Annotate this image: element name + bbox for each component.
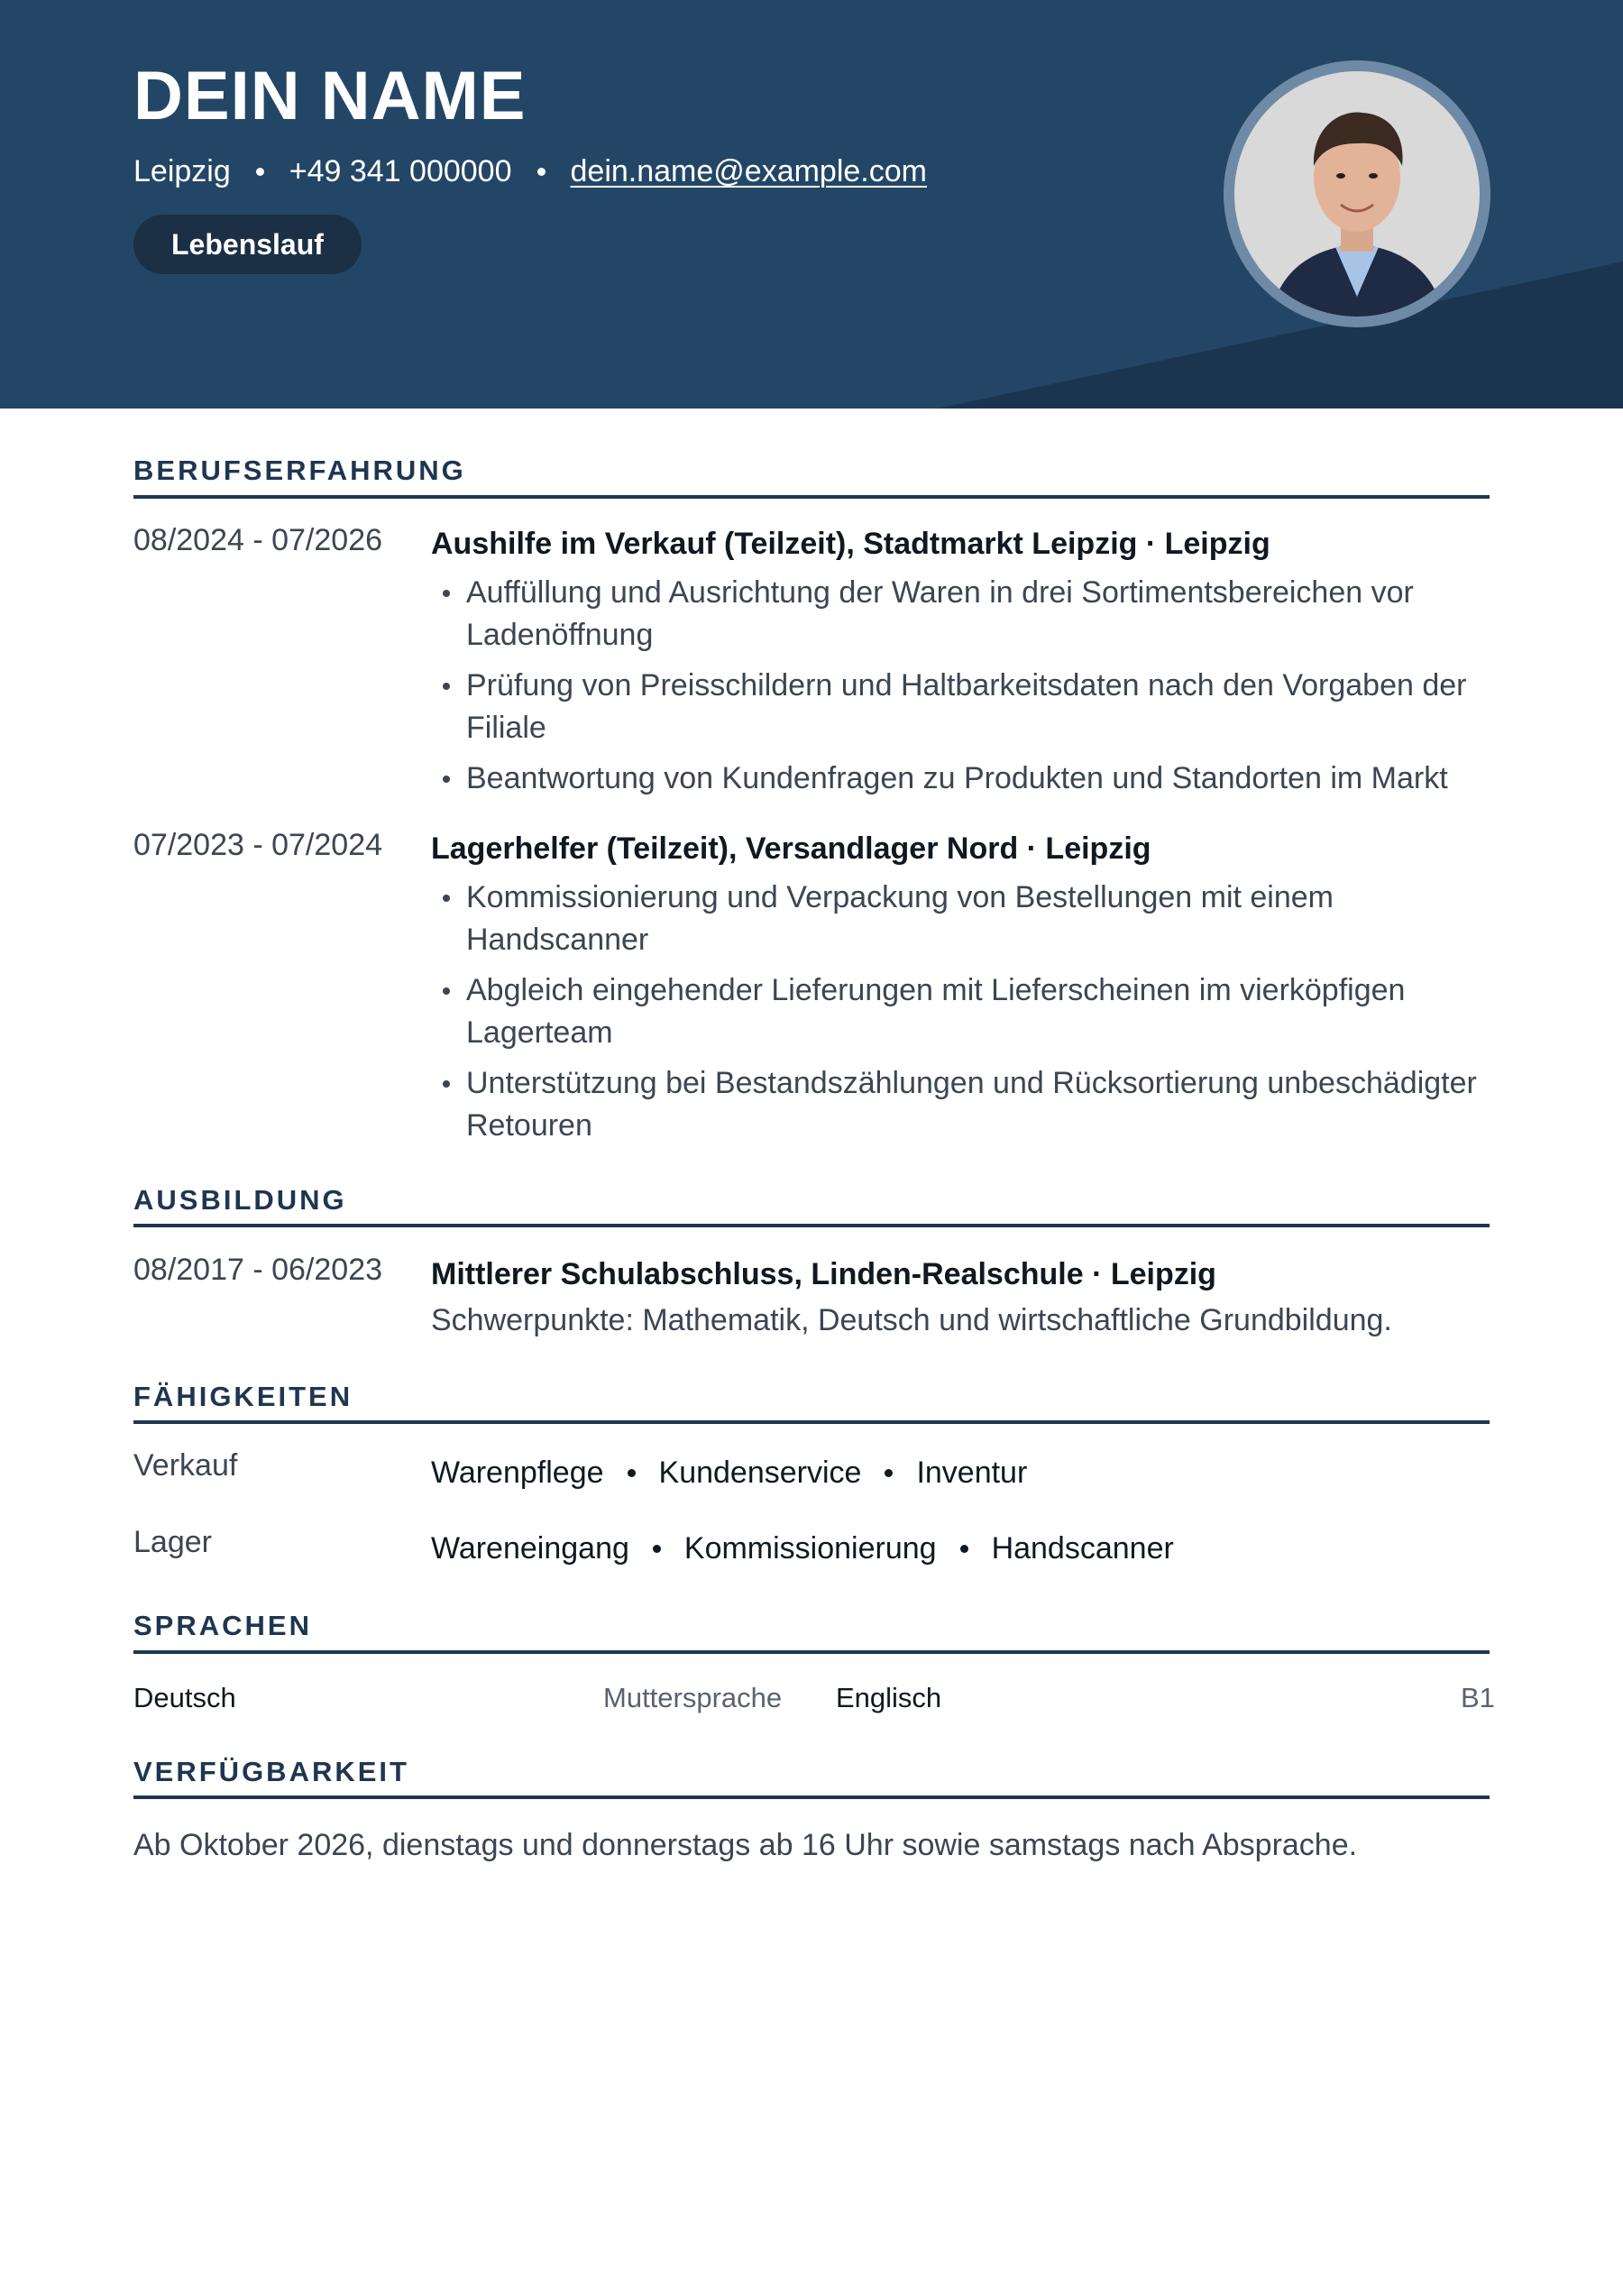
experience-bullet: Abgleich eingehender Lieferungen mit Lieferscheinen im vierköpfigen Lagerteam bbox=[466, 969, 1485, 1054]
experience-period: 07/2023 - 07/2024 bbox=[133, 828, 383, 862]
skill-category: Lager bbox=[133, 1525, 212, 1559]
section-title-experience: BERUFSERFAHRUNG bbox=[133, 455, 466, 486]
section-divider bbox=[133, 1224, 1490, 1227]
contact-separator bbox=[256, 168, 264, 176]
candidate-name: DEIN NAME bbox=[133, 58, 527, 134]
experience-title: Lagerhelfer (Teilzeit), Versandlager Nord · Leipzig bbox=[431, 831, 1151, 866]
experience-bullet: Prüfung von Preisschildern und Haltbarkeitsdaten nach den Vorgaben der Filiale bbox=[466, 665, 1485, 749]
experience-bullet: Kommissionierung und Verpackung von Bestellungen mit einem Handscanner bbox=[466, 877, 1485, 961]
skill-separator bbox=[885, 1469, 893, 1477]
skill-separator bbox=[653, 1545, 661, 1553]
language-level: B1 bbox=[1461, 1682, 1495, 1713]
section-title-availability: VERFÜGBARKEIT bbox=[133, 1756, 409, 1787]
education-description: Schwerpunkte: Mathematik, Deutsch und wirtschaftliche Grundbildung. bbox=[431, 1303, 1392, 1337]
skill-category: Verkauf bbox=[133, 1448, 238, 1483]
experience-period: 08/2024 - 07/2026 bbox=[133, 523, 383, 557]
section-title-skills: FÄHIGKEITEN bbox=[133, 1381, 353, 1412]
skill-separator bbox=[628, 1469, 636, 1477]
skill-list bbox=[431, 1529, 1174, 1568]
experience-bullet: Auffüllung und Ausrichtung der Waren in drei Sortimentsbereichen vor Ladenöffnung bbox=[466, 572, 1485, 657]
contact-separator bbox=[537, 168, 546, 176]
availability-text: Ab Oktober 2026, dienstags und donnerstags ab 16 Uhr sowie samstags nach Absprache. bbox=[133, 1828, 1358, 1862]
resume-header bbox=[0, 0, 1623, 409]
language-name: Deutsch bbox=[133, 1682, 236, 1713]
skill-item: Wareneingang bbox=[431, 1531, 629, 1566]
section-title-education: AUSBILDUNG bbox=[133, 1184, 347, 1216]
document-type-badge: Lebenslauf bbox=[133, 215, 362, 274]
experience-bullet: Beantwortung von Kundenfragen zu Produkten und Standorten im Markt bbox=[466, 758, 1485, 800]
language-level: Muttersprache bbox=[603, 1682, 783, 1713]
section-divider bbox=[133, 495, 1490, 499]
education-period: 08/2017 - 06/2023 bbox=[133, 1253, 383, 1287]
section-divider bbox=[133, 1650, 1490, 1654]
skill-list bbox=[431, 1453, 1027, 1492]
language-name: Englisch bbox=[836, 1682, 942, 1713]
section-divider bbox=[133, 1420, 1490, 1424]
skill-item: Warenpflege bbox=[431, 1456, 604, 1490]
profile-photo-frame bbox=[1224, 60, 1490, 327]
section-title-languages: SPRACHEN bbox=[133, 1610, 312, 1641]
skill-item: Inventur bbox=[916, 1456, 1028, 1490]
skill-separator bbox=[960, 1545, 968, 1553]
experience-bullet: Unterstützung bei Bestandszählungen und Rücksortierung unbeschädigter Retouren bbox=[466, 1062, 1485, 1147]
skill-item: Kommissionierung bbox=[683, 1531, 937, 1566]
contact-city: Leipzig bbox=[133, 154, 231, 188]
section-divider bbox=[133, 1795, 1490, 1799]
skill-item: Handscanner bbox=[991, 1531, 1174, 1566]
skill-item: Kundenservice bbox=[658, 1456, 862, 1490]
contact-email-link[interactable]: dein.name@example.com bbox=[570, 154, 927, 188]
contact-phone: +49 341 000000 bbox=[289, 154, 512, 188]
experience-title: Aushilfe im Verkauf (Teilzeit), Stadtmarkt Leipzig · Leipzig bbox=[431, 527, 1270, 561]
profile-photo bbox=[1234, 71, 1480, 317]
contact-line bbox=[133, 152, 927, 191]
education-title: Mittlerer Schulabschluss, Linden-Realschule · Leipzig bbox=[431, 1257, 1216, 1291]
